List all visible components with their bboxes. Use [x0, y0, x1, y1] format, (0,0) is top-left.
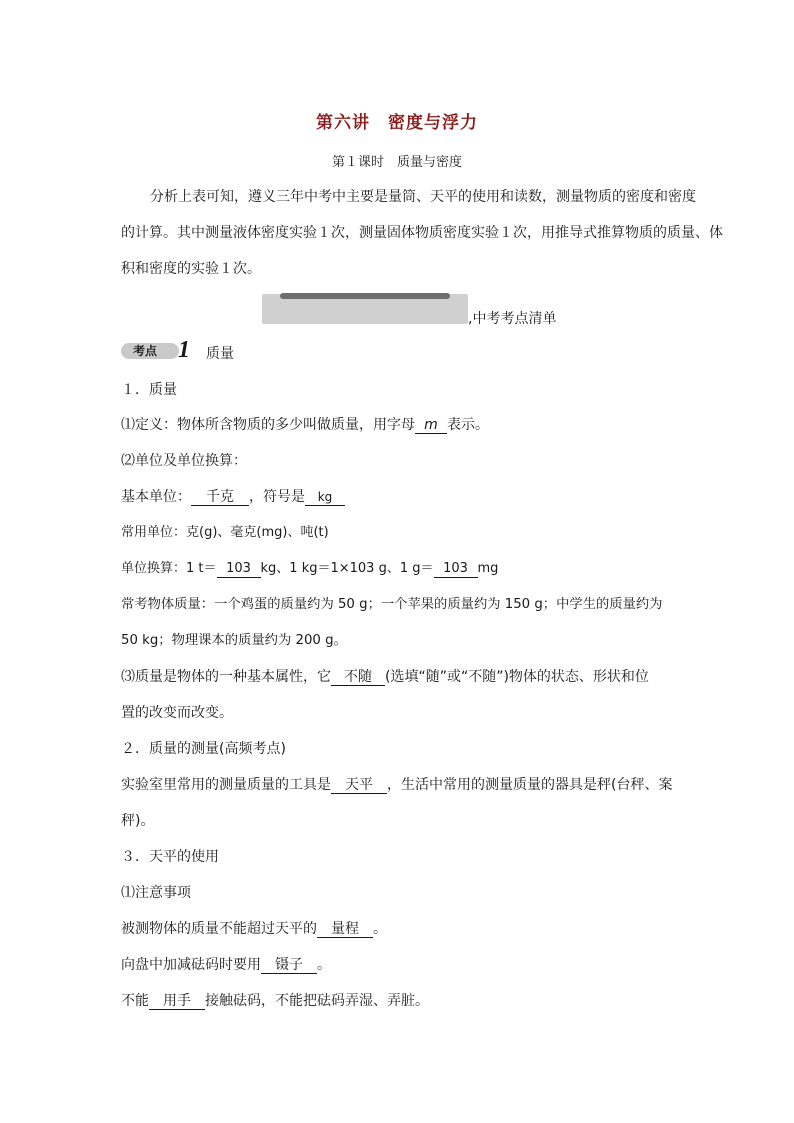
rule-1-line — [121, 919, 387, 939]
rule-3-prefix: 不能 — [121, 993, 149, 1009]
definition-answer: m — [415, 417, 447, 434]
base-unit-symbol: kg — [305, 489, 345, 506]
base-unit-line — [121, 487, 345, 507]
common-mass-line-1: 常考物体质量：一个鸡蛋的质量约为 50 g；一个苹果的质量约为 150 g；中学生的质量约为 — [121, 597, 663, 612]
badge-number: 1 — [178, 337, 190, 363]
intro-line-3: 积和密度的实验１次。 — [121, 261, 261, 277]
intro-line-2: 的计算。其中测量液体密度实验１次，测量固体物质密度实验１次，用推导式推算物质的质量、体 — [121, 225, 723, 241]
section-1-heading: １．质量 — [121, 382, 177, 398]
rule-1-answer: 量程 — [317, 921, 373, 938]
property-line — [121, 667, 649, 687]
definition-line — [121, 415, 489, 435]
conversion-mid: kg、1 kg＝1×103 g、1 g＝ — [260, 561, 434, 576]
section-2-heading: ２．质量的测量(高频考点) — [121, 741, 286, 757]
common-units: 常用单位：克(g)、毫克(mg)、吨(t) — [121, 525, 329, 540]
property-line-2: 置的改变而改变。 — [121, 705, 233, 721]
rule-1-suffix: 。 — [373, 921, 387, 937]
rule-2-answer: 镊子 — [261, 957, 317, 974]
conversion-suffix: mg — [477, 561, 499, 576]
section-3-heading: ３．天平的使用 — [121, 849, 219, 865]
conversion-line — [121, 559, 498, 579]
unit-title: ⑵单位及单位换算： — [121, 453, 247, 469]
common-mass-line-2: 50 kg；物理课本的质量约为 200 g。 — [121, 633, 347, 648]
rule-2-suffix: 。 — [317, 957, 331, 973]
kaodian-badge — [121, 337, 193, 363]
section-banner-image — [262, 294, 468, 324]
base-unit-answer: 千克 — [191, 489, 249, 506]
badge-text: 考点 — [133, 344, 158, 358]
measure-answer: 天平 — [331, 777, 387, 794]
measure-suffix: ，生活中常用的测量质量的器具是秤(台秤、案 — [387, 777, 673, 793]
measure-line-2: 秤)。 — [121, 813, 155, 829]
rule-1-prefix: 被测物体的质量不能超过天平的 — [121, 921, 317, 937]
kaodian-label: 质量 — [206, 346, 234, 362]
conversion-answer-1: 103 — [217, 561, 261, 578]
measure-line-1 — [121, 775, 672, 795]
conversion-prefix: 单位换算：1 t＝ — [121, 561, 217, 576]
property-suffix: (选填“随”或“不随”)物体的状态、形状和位 — [385, 669, 649, 685]
conversion-answer-2: 103 — [434, 561, 478, 578]
measure-prefix: 实验室里常用的测量质量的工具是 — [121, 777, 331, 793]
banner-label: ,中考考点清单 — [468, 311, 557, 327]
base-unit-mid: ，符号是 — [249, 489, 305, 505]
rule-3-suffix: 接触砝码，不能把砝码弄湿、弄脏。 — [205, 993, 429, 1009]
rule-3-answer: 用手 — [149, 993, 205, 1010]
lesson-subtitle: 第１课时 质量与密度 — [331, 155, 462, 170]
base-unit-prefix: 基本单位： — [121, 489, 191, 505]
rule-2-prefix: 向盘中加减砝码时要用 — [121, 957, 261, 973]
banner-top-bar — [280, 293, 450, 299]
precautions-title: ⑴注意事项 — [121, 885, 191, 901]
rule-2-line — [121, 955, 331, 975]
definition-suffix: 表示。 — [447, 417, 489, 433]
rule-3-line — [121, 991, 429, 1011]
property-prefix: ⑶质量是物体的一种基本属性，它 — [121, 669, 331, 685]
intro-line-1: 分析上表可知，遵义三年中考中主要是量筒、天平的使用和读数，测量物质的密度和密度 — [150, 189, 696, 205]
property-answer: 不随 — [331, 669, 385, 686]
lecture-title: 第六讲 密度与浮力 — [316, 113, 478, 133]
definition-prefix: ⑴定义：物体所含物质的多少叫做质量，用字母 — [121, 417, 415, 433]
